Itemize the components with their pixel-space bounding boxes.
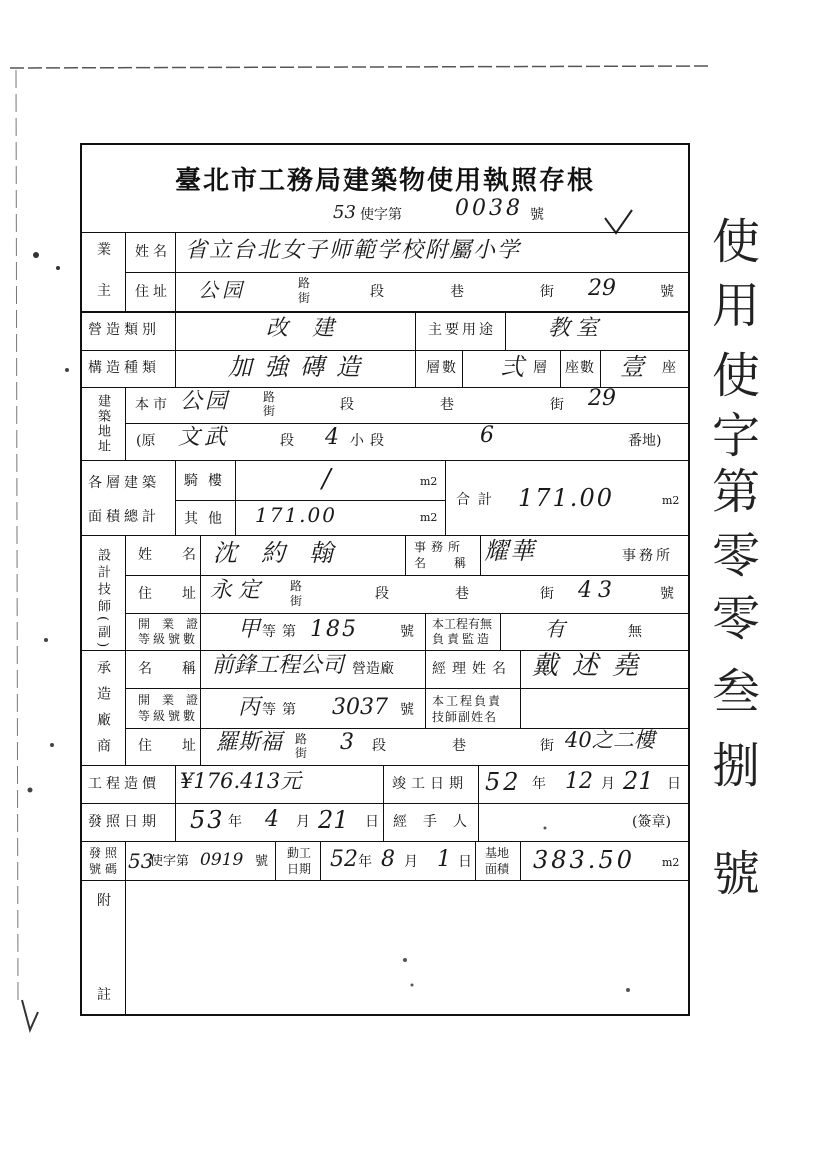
rule (383, 765, 384, 841)
edge-char: 使 (712, 348, 761, 404)
remarks-label-bottom: 註 (97, 987, 111, 1003)
start-month: 8 (381, 847, 395, 872)
arcade-unit: m2 (420, 475, 438, 488)
arcade-value: / (322, 464, 331, 494)
start-month-unit: 月 (404, 854, 418, 870)
designer-license-label-1: 開業證 (138, 617, 211, 631)
other-value: 171.00 (255, 503, 337, 527)
rule (80, 803, 690, 804)
issue-month: 4 (265, 807, 279, 832)
edge-char: 零 (712, 528, 761, 584)
start-day: 1 (437, 847, 451, 872)
subsection-unit: 小段 (350, 433, 390, 449)
permit-number: 0919 (200, 850, 244, 870)
edge-char: 用 (712, 278, 761, 334)
remarks-label-top: 附 (97, 893, 111, 909)
designer-name: 沈約翰 (213, 539, 357, 567)
contractor-name-label: 名稱 (138, 661, 226, 677)
rule (520, 650, 521, 728)
owner-road: 路 (298, 276, 311, 290)
permit-label-1: 發照 (89, 846, 122, 860)
edge-char: 使 (712, 214, 761, 270)
designer-address-label: 住址 (138, 586, 226, 602)
rule (80, 841, 690, 842)
rule (235, 460, 236, 535)
handler-label: 經手人 (393, 814, 483, 830)
designer-section: 段 (375, 586, 389, 602)
contractor-license-no: 3037 (332, 695, 388, 720)
site-area-unit: m2 (662, 856, 680, 869)
rule (80, 880, 690, 881)
issue-year-unit: 年 (228, 814, 242, 830)
contractor-name: 前鋒工程公司 (212, 653, 345, 678)
structure-label: 構造種類 (88, 360, 160, 376)
stub-prefix: 使字第 (360, 207, 402, 223)
total-unit: m2 (662, 494, 680, 507)
owner-house-suffix: 號 (660, 284, 674, 300)
usage-value: 教室 (548, 316, 605, 341)
old-section-name: 文武 (178, 425, 231, 450)
permit-year: 53 (128, 849, 154, 873)
rule (125, 423, 690, 424)
manager-name: 戴述堯 (532, 651, 653, 681)
completion-month-unit: 月 (601, 776, 615, 792)
office-label-1: 事務所 (414, 540, 466, 554)
rule (415, 311, 416, 387)
site-area-value: 383.50 (533, 846, 635, 874)
designer-grade-unit: 等第 (262, 624, 302, 640)
page-title: 臺北市工務局建築物使用執照存根 (174, 166, 595, 196)
rule (600, 350, 601, 387)
designer-name-label: 姓名 (138, 547, 226, 563)
start-year-unit: 年 (358, 854, 372, 870)
site-alley: 街 (550, 397, 564, 413)
rule (80, 765, 690, 766)
site-road-name: 公园 (180, 389, 231, 414)
owner-address-label: 住址 (135, 284, 171, 300)
issue-month-unit: 月 (296, 814, 310, 830)
rule (125, 613, 690, 614)
completion-month: 12 (565, 769, 593, 794)
contractor-lane: 巷 (452, 738, 466, 754)
other-label: 其他 (184, 511, 232, 527)
site-area-label-1: 基地 (485, 846, 510, 860)
issue-year: 53 (190, 806, 225, 834)
owner-road-name: 公园 (198, 278, 246, 302)
rule (520, 841, 521, 880)
site-house-no: 29 (588, 386, 616, 411)
contractor-alley: 街 (540, 738, 554, 754)
signature-label: (簽章) (632, 814, 671, 830)
designer-label: 設計技師(副) (95, 548, 110, 652)
rule (80, 311, 690, 313)
floors-unit: 層 (533, 360, 547, 376)
designer-lane: 巷 (455, 586, 469, 602)
start-label-1: 動工 (287, 846, 312, 860)
rule (80, 232, 690, 233)
completion-year: 52 (485, 768, 522, 796)
floor-area-label-2: 面積總計 (88, 509, 160, 525)
rule (175, 460, 176, 535)
rule (500, 613, 501, 650)
site-address-label: 建築地址 (95, 394, 110, 454)
owner-street: 街 (298, 291, 311, 305)
floors-label: 層數 (426, 360, 458, 376)
designer-street: 街 (290, 594, 303, 608)
owner-name-label: 姓名 (135, 244, 171, 260)
buildings-unit: 座 (662, 360, 676, 376)
owner-name: 省立台北女子师範学校附屬小学 (185, 238, 522, 263)
contractor-section: 段 (372, 738, 386, 754)
other-unit: m2 (420, 511, 438, 524)
owner-lane: 巷 (450, 284, 464, 300)
supervision-no: 無 (628, 624, 642, 640)
lot-suffix: 番地) (628, 433, 662, 449)
rule (320, 841, 321, 880)
rule (175, 765, 176, 841)
edge-stub-number (700, 0, 830, 1167)
edge-char: 字 (712, 408, 761, 464)
supervision-label-1: 本工程有無 (432, 617, 493, 631)
issue-label: 發照日期 (88, 814, 160, 830)
owner-label-top: 業 (97, 242, 111, 258)
designer-road: 路 (290, 579, 303, 593)
permit-suffix: 號 (255, 854, 269, 869)
designer-license-grade: 甲 (238, 617, 261, 642)
designer-house-no: 43 (578, 578, 618, 603)
contractor-grade-unit: 等第 (262, 702, 302, 718)
rule (125, 232, 126, 311)
rule (175, 500, 445, 501)
rule (125, 535, 126, 765)
rule (125, 575, 690, 576)
site-section: 段 (340, 397, 354, 413)
contractor-address-label: 住址 (138, 738, 226, 754)
stub-year: 53 (333, 202, 356, 223)
owner-label-bottom: 主 (97, 283, 111, 299)
total-label: 合計 (456, 492, 500, 508)
rule (125, 272, 690, 273)
contractor-street: 街 (295, 746, 308, 760)
designer-license-suffix: 號 (400, 624, 414, 640)
contractor-road-name: 羅斯福 (216, 730, 283, 755)
contractor-name-suffix: 營造廠 (352, 661, 394, 677)
buildings-value: 壹 (620, 353, 644, 381)
total-value: 171.00 (518, 484, 614, 512)
rule (80, 460, 690, 461)
rule (425, 613, 426, 728)
engineer-label-2: 技師副姓名 (432, 710, 498, 724)
lot-no: 6 (480, 423, 494, 448)
designer-alley: 街 (540, 586, 554, 602)
site-road: 路 (263, 390, 276, 404)
supervision-yes: 有 (545, 617, 565, 641)
completion-label: 竣工日期 (392, 776, 468, 792)
contractor-license-grade: 丙 (238, 695, 261, 720)
rule (405, 535, 406, 575)
rule (80, 350, 690, 351)
rule (275, 841, 276, 880)
cost-label: 工程造價 (88, 776, 160, 792)
owner-alley: 街 (540, 284, 554, 300)
rule (462, 350, 463, 387)
contractor-label: 承造廠商 (95, 660, 111, 764)
supervision-label-2: 負責監造 (432, 632, 493, 646)
designer-license-label-2: 等級號數 (138, 632, 199, 646)
designer-house-suffix: 號 (660, 586, 674, 602)
edge-char: 捌 (712, 738, 761, 794)
issue-day: 21 (318, 806, 349, 834)
stub-number: 0038 (455, 196, 523, 221)
owner-section: 段 (370, 284, 384, 300)
office-label-2: 名稱 (414, 556, 495, 570)
rule (175, 232, 176, 387)
owner-house-no: 29 (588, 276, 616, 301)
floor-area-label-1: 各層建築 (88, 475, 160, 491)
rule (125, 841, 126, 1016)
completion-day: 21 (623, 767, 654, 795)
rule (125, 387, 126, 460)
cost-value: ¥176.413元 (180, 769, 302, 793)
structure-value: 加強磚造 (228, 353, 372, 381)
old-prefix: (原 (136, 433, 156, 449)
arcade-label: 騎樓 (184, 473, 232, 489)
contractor-house-no: 40之二樓 (565, 728, 655, 752)
edge-char: 零 (712, 591, 761, 647)
floors-value: 弍 (500, 353, 524, 381)
contractor-section-no: 3 (340, 730, 354, 755)
start-label-2: 日期 (287, 862, 312, 876)
edge-char: 叁 (712, 664, 761, 720)
rule (80, 535, 690, 536)
completion-day-unit: 日 (667, 776, 681, 792)
contractor-license-label-2: 等級號數 (138, 709, 199, 723)
office-suffix: 事務所 (622, 548, 673, 564)
permit-prefix: 使字第 (150, 854, 190, 869)
start-day-unit: 日 (458, 854, 472, 870)
contractor-license-label-1: 開業證 (138, 693, 211, 707)
site-lane: 巷 (440, 397, 454, 413)
buildings-label: 座數 (565, 360, 595, 376)
permit-label-2: 號碼 (89, 862, 122, 876)
manager-label: 經理姓名 (432, 661, 512, 677)
rule (445, 460, 446, 535)
rule (125, 688, 690, 689)
old-section-no: 4 (325, 425, 339, 450)
issue-day-unit: 日 (365, 814, 379, 830)
rule (560, 350, 561, 387)
designer-road-name: 永定 (210, 578, 267, 603)
start-year: 52 (330, 847, 358, 872)
contractor-license-suffix: 號 (400, 702, 414, 718)
rule (505, 311, 506, 350)
old-section-unit: 段 (280, 433, 294, 449)
contractor-road: 路 (295, 732, 308, 746)
site-area-label-2: 面積 (485, 862, 510, 876)
usage-label: 主要用途 (428, 322, 496, 338)
office-name: 耀華 (484, 537, 536, 565)
stub-suffix: 號 (530, 207, 544, 223)
edge-char: 第 (712, 464, 761, 520)
category-label: 營造類別 (88, 322, 160, 338)
site-street: 街 (263, 404, 276, 418)
rule (200, 535, 201, 765)
category-value: 改建 (266, 316, 359, 341)
rule (475, 841, 476, 880)
site-city: 本市 (135, 397, 171, 413)
completion-year-unit: 年 (532, 776, 546, 792)
edge-char: 號 (712, 846, 761, 902)
designer-license-no: 185 (310, 617, 358, 642)
engineer-label-1: 本工程負責 (432, 694, 503, 708)
